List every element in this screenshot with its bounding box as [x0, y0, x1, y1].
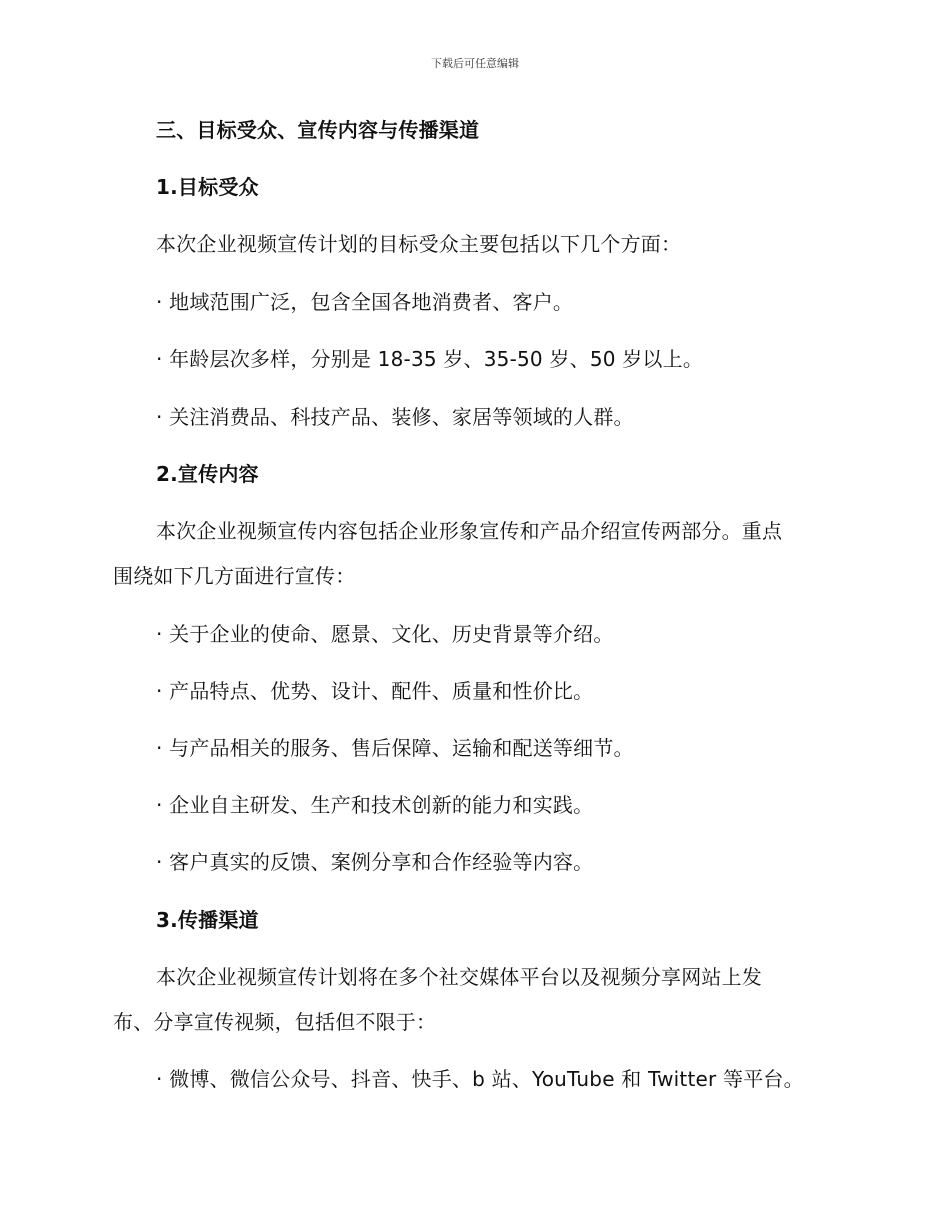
content-bullet: · 产品特点、优势、设计、配件、质量和性价比。	[156, 679, 594, 703]
audience-heading: 1.目标受众	[156, 175, 259, 199]
channels-intro-line2: 布、分享宣传视频，包括但不限于：	[113, 1010, 437, 1034]
content-bullet: · 企业自主研发、生产和技术创新的能力和实践。	[156, 793, 594, 817]
content-bullet: · 关于企业的使命、愿景、文化、历史背景等介绍。	[156, 622, 614, 646]
audience-bullet: · 关注消费品、科技产品、装修、家居等领域的人群。	[156, 405, 634, 429]
channels-heading: 3.传播渠道	[156, 908, 259, 932]
content-bullet: · 与产品相关的服务、售后保障、运输和配送等细节。	[156, 736, 634, 760]
content-intro-line1: 本次企业视频宣传内容包括企业形象宣传和产品介绍宣传两部分。重点	[156, 519, 783, 543]
header-note: 下载后可任意编辑	[431, 57, 519, 70]
audience-intro: 本次企业视频宣传计划的目标受众主要包括以下几个方面：	[156, 232, 682, 256]
channels-bullet: · 微博、微信公众号、抖音、快手、b 站、YouTube 和 Twitter 等平台。	[156, 1067, 804, 1091]
channels-intro-line1: 本次企业视频宣传计划将在多个社交媒体平台以及视频分享网站上发	[156, 965, 762, 989]
audience-bullet: · 年龄层次多样，分别是 18-35 岁、35-50 岁、50 岁以上。	[156, 347, 704, 371]
audience-bullet: · 地域范围广泛，包含全国各地消费者、客户。	[156, 290, 574, 314]
content-intro-line2: 围绕如下几方面进行宣传：	[113, 564, 356, 588]
section-title: 三、目标受众、宣传内容与传播渠道	[156, 118, 480, 142]
content-heading: 2.宣传内容	[156, 462, 259, 486]
content-bullet: · 客户真实的反馈、案例分享和合作经验等内容。	[156, 850, 594, 874]
